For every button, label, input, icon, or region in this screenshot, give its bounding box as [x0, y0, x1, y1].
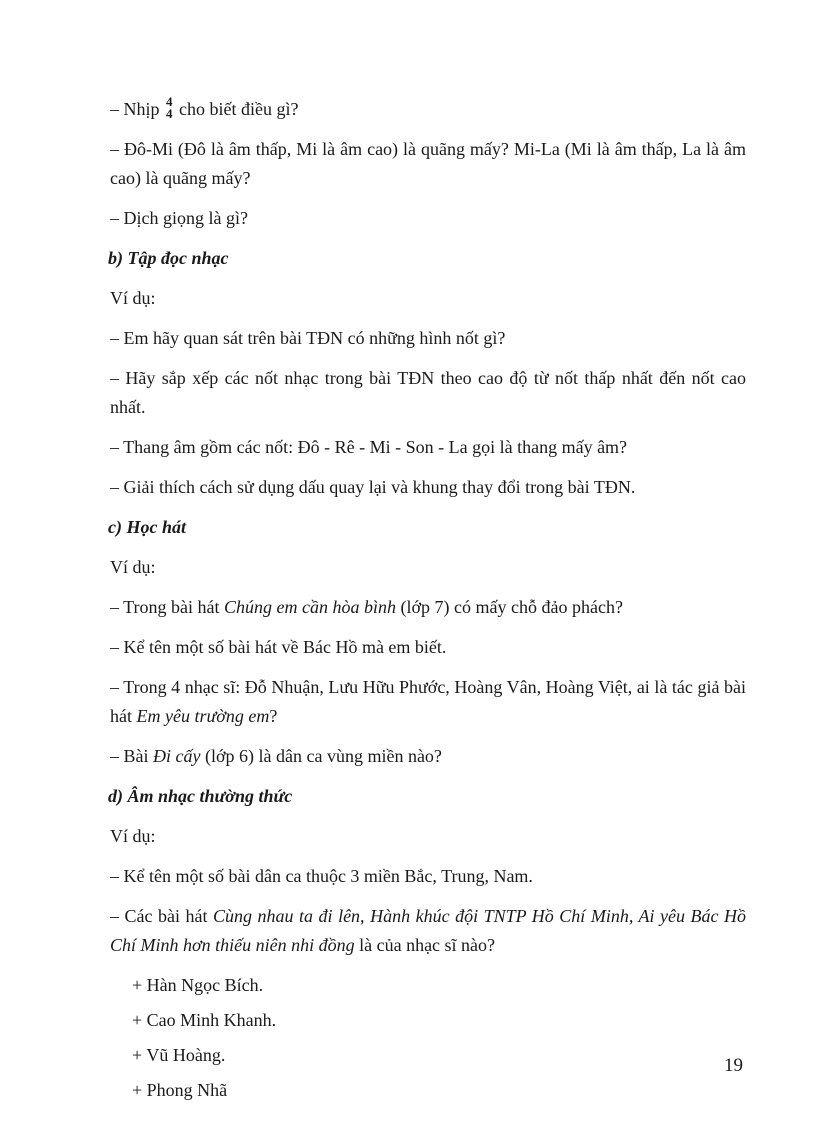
- question-time-signature: [110, 95, 746, 124]
- answer-option: + Vũ Hoàng.: [132, 1045, 226, 1065]
- section-c-item: – Kể tên một số bài hát về Bác Hồ mà em biết.: [110, 637, 447, 657]
- item-text: – Bài: [110, 746, 153, 766]
- section-b-item: – Giải thích cách sử dụng dấu quay lại và khung thay đổi trong bài TĐN.: [110, 477, 636, 497]
- item-text: – Trong bài hát: [110, 597, 225, 617]
- answer-option: + Phong Nhã: [132, 1080, 228, 1100]
- song-title: Em yêu trường em: [136, 706, 270, 726]
- time-signature-fraction: [166, 93, 173, 121]
- item-text: – Trong 4 nhạc sĩ: Đỗ Nhuận, Lưu Hữu Phước, Hoàng Vân, Hoàng Việt, ai là tác giả bài hát: [110, 677, 746, 726]
- section-b-item: – Thang âm gồm các nốt: Đô - Rê - Mi - Son - La gọi là thang mấy âm?: [110, 437, 628, 457]
- section-d-title: d) Âm nhạc thường thức: [108, 786, 293, 806]
- question-interval: – Đô-Mi (Đô là âm thấp, Mi là âm cao) là quãng mấy? Mi-La (Mi là âm thấp, La là âm cao) là quãng mấy?: [110, 139, 746, 188]
- section-c-title: c) Học hát: [108, 517, 186, 537]
- answer-option: + Hàn Ngọc Bích.: [132, 975, 264, 995]
- question-transpose: – Dịch giọng là gì?: [110, 208, 248, 228]
- section-b-item: – Hãy sắp xếp các nốt nhạc trong bài TĐN theo cao độ từ nốt thấp nhất đến nốt cao nhất.: [110, 368, 746, 417]
- time-signature-denominator: 4: [166, 105, 173, 121]
- question-text: cho biết điều gì?: [174, 99, 299, 119]
- section-d-example-label: Ví dụ:: [110, 826, 156, 846]
- item-text: ?: [269, 706, 278, 726]
- section-d-item: – Kể tên một số bài dân ca thuộc 3 miền Bắc, Trung, Nam.: [110, 866, 533, 886]
- song-titles: Cùng nhau ta đi lên, Hành khúc đội TNTP Hồ Chí Minh, Ai yêu Bác Hồ Chí Minh hơn thiếu niên nhi đồng: [110, 906, 746, 955]
- page-content: [110, 95, 746, 1111]
- section-c-item: [110, 673, 746, 731]
- question-text: – Nhịp: [110, 99, 164, 119]
- section-b-example-label: Ví dụ:: [110, 288, 156, 308]
- section-c-example-label: Ví dụ:: [110, 557, 156, 577]
- page-number: 19: [724, 1055, 743, 1076]
- item-text: (lớp 7) có mấy chỗ đảo phách?: [396, 597, 623, 617]
- item-text: (lớp 6) là dân ca vùng miền nào?: [200, 746, 442, 766]
- time-signature-numerator: 4: [166, 93, 173, 109]
- section-b-item: – Em hãy quan sát trên bài TĐN có những hình nốt gì?: [110, 328, 506, 348]
- section-c-item: [110, 593, 746, 622]
- item-text: – Các bài hát: [110, 906, 214, 926]
- section-b-title: b) Tập đọc nhạc: [108, 248, 229, 268]
- answer-option: + Cao Minh Khanh.: [132, 1010, 277, 1030]
- section-d-item: [110, 902, 746, 960]
- section-c-item: [110, 742, 746, 771]
- song-title: Chúng em cần hòa bình: [224, 597, 396, 617]
- song-title: Đi cấy: [153, 746, 201, 766]
- item-text: là của nhạc sĩ nào?: [354, 935, 496, 955]
